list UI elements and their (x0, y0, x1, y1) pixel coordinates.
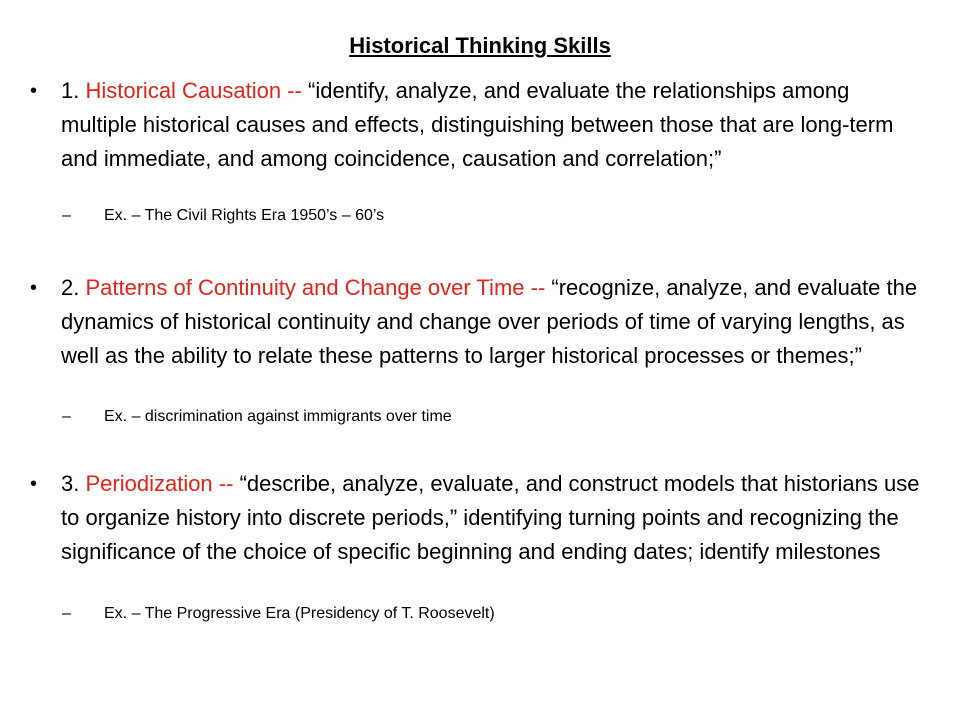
dash-marker: – (62, 207, 71, 224)
bullet-dot: • (30, 473, 38, 495)
example-item-1 (62, 205, 922, 227)
item-quote: “recognize, analyze, and evaluate the dynamics of historical continuity and change over periods of time of varying lengths, as well as the ability to relate these patterns to larger historical processes or themes;” (61, 275, 918, 368)
bullet-item-1 (30, 74, 930, 176)
item-number: 3. (61, 471, 80, 496)
item-heading: Periodization -- (85, 471, 234, 496)
example-text: Ex. – The Civil Rights Era 1950’s – 60’s (104, 207, 385, 224)
example-text: Ex. – The Progressive Era (Presidency of T. Roosevelt) (104, 605, 495, 622)
dash-marker: – (62, 605, 71, 622)
bullet-text (61, 271, 930, 373)
bullet-dot: • (30, 80, 38, 102)
example-item-3 (62, 603, 922, 625)
bullet-item-3 (30, 467, 930, 569)
example-text: Ex. – discrimination against immigrants over time (104, 408, 452, 425)
example-item-2 (62, 406, 922, 428)
bullet-text (61, 467, 930, 569)
bullet-item-2 (30, 271, 930, 373)
bullet-dot: • (30, 277, 38, 299)
bullet-text (61, 74, 930, 176)
item-number: 1. (61, 78, 80, 103)
slide-title: Historical Thinking Skills (349, 33, 611, 58)
item-quote: “identify, analyze, and evaluate the relationships among multiple historical causes and effects, distinguishing between those that are long-term and immediate, and among coincidence, causation and correlation;” (61, 78, 894, 171)
item-quote: “describe, analyze, evaluate, and construct models that historians use to organize history into discrete periods,” identifying turning points and recognizing the significance of the choice of specific beginning and ending dates; identify milestones (61, 471, 920, 564)
item-number: 2. (61, 275, 80, 300)
item-heading: Historical Causation -- (85, 78, 302, 103)
dash-marker: – (62, 408, 71, 425)
item-heading: Patterns of Continuity and Change over Time -- (85, 275, 546, 300)
